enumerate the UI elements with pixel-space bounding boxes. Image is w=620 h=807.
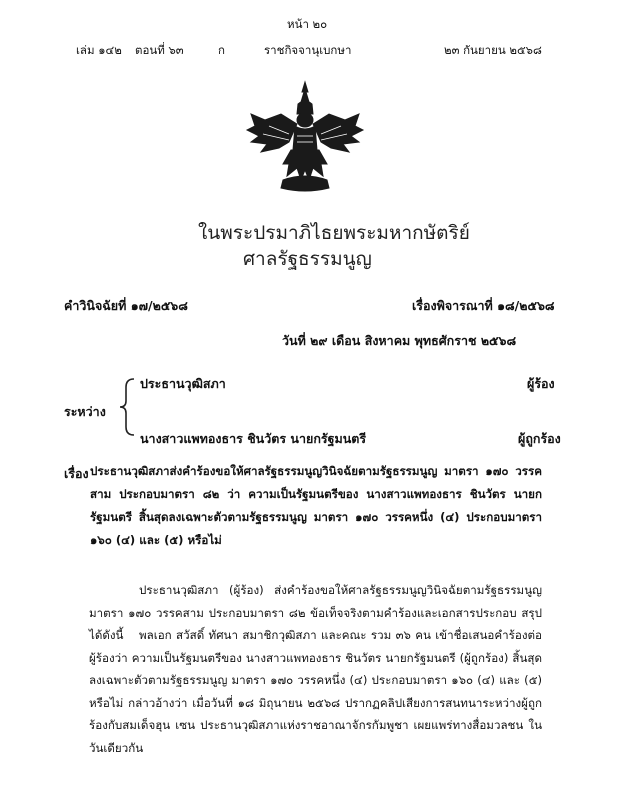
between-label: ระหว่าง [64, 404, 106, 419]
garuda-emblem-icon [245, 80, 365, 198]
section-letter: ก [218, 43, 225, 57]
subject-text: ประธานวุฒิสภาส่งคำร้องขอให้ศาลรัฐธรรมนูญวินิจฉัยตามรัฐธรรมนูญ มาตรา ๑๗๐ วรรคสาม ประกอบมาตรา ๘๒ ว่า ความเป็นรัฐมนตรีของ นางสาวแพทองธาร ชินวัตร นายกรัฐมนตรี สิ้นสุดลงเฉพาะตัวตามรัฐธรรมนูญ มาตรา ๑๗๐ วรรคหนึ่ง (๔) ประกอบมาตรา ๑๖๐ (๔) และ (๕) หรือไม่ [90, 464, 542, 547]
court-name: ศาลรัฐธรรมนูญ [243, 248, 372, 270]
body-paragraph-2: พลเอก สวัสดิ์ ทัศนา สมาชิกวุฒิสภา และคณะ รวม ๓๖ คน เข้าชื่อเสนอคำร้องต่อผู้ร้องว่า ความเป็นรัฐมนตรีของ นางสาวแพทองธาร ชินวัตร นายกรัฐมนตรี (ผู้ถูกร้อง) สิ้นสุดลงเฉพาะตัวตามรัฐธรรมนูญ มาตรา ๑๗๐ วรรคหนึ่ง (๔) ประกอบมาตรา ๑๖๐ (๔) และ (๕) หรือไม่ กล่าวอ้างว่า เมื่อวันที่ ๑๘ มิถุนายน ๒๕๖๘ ปรากฏคลิปเสียงการสนทนาระหว่างผู้ถูกร้องกับสมเด็จฮุน เซน ประธานวุฒิสภาแห่งราชอาณาจักรกัมพูชา เผยแพร่ทางสื่อมวลชน ในวันเดียวกัน [89, 628, 542, 755]
gazette-date: ๒๓ กันยายน ๒๕๖๘ [444, 43, 542, 57]
petitioner-role: ผู้ร้อง [527, 376, 555, 391]
page-number: หน้า ๒๐ [287, 17, 328, 31]
volume-number: เล่ม ๑๔๒ [76, 43, 122, 57]
body-paragraph-1: ประธานวุฒิสภา (ผู้ร้อง) ส่งคำร้องขอให้ศาลรัฐธรรมนูญวินิจฉัยตามรัฐธรรมนูญ มาตรา ๑๗๐ วรรคสาม ประกอบมาตรา ๘๒ ข้อเท็จจริงตามคำร้องและเอกสารประกอบ สรุปได้ดังนี้ [89, 583, 542, 642]
ruling-date: วันที่ ๒๙ เดือน สิงหาคม พุทธศักราช ๒๕๖๘ [282, 333, 517, 348]
subject-label: เรื่อง [64, 466, 89, 481]
brace-icon [118, 377, 136, 437]
respondent-role: ผู้ถูกร้อง [518, 431, 561, 446]
royal-title: ในพระปรมาภิไธยพระมหากษัตริย์ [198, 222, 470, 244]
ruling-number: คำวินิจฉัยที่ ๑๗/๒๕๖๘ [64, 298, 188, 313]
petitioner-name: ประธานวุฒิสภา [140, 376, 226, 391]
issue-number: ตอนที่ ๖๓ [135, 43, 184, 57]
case-number: เรื่องพิจารณาที่ ๑๘/๒๕๖๘ [412, 298, 555, 313]
gazette-name: ราชกิจจานุเบกษา [264, 43, 352, 57]
respondent-name: นางสาวแพทองธาร ชินวัตร นายกรัฐมนตรี [140, 431, 367, 446]
